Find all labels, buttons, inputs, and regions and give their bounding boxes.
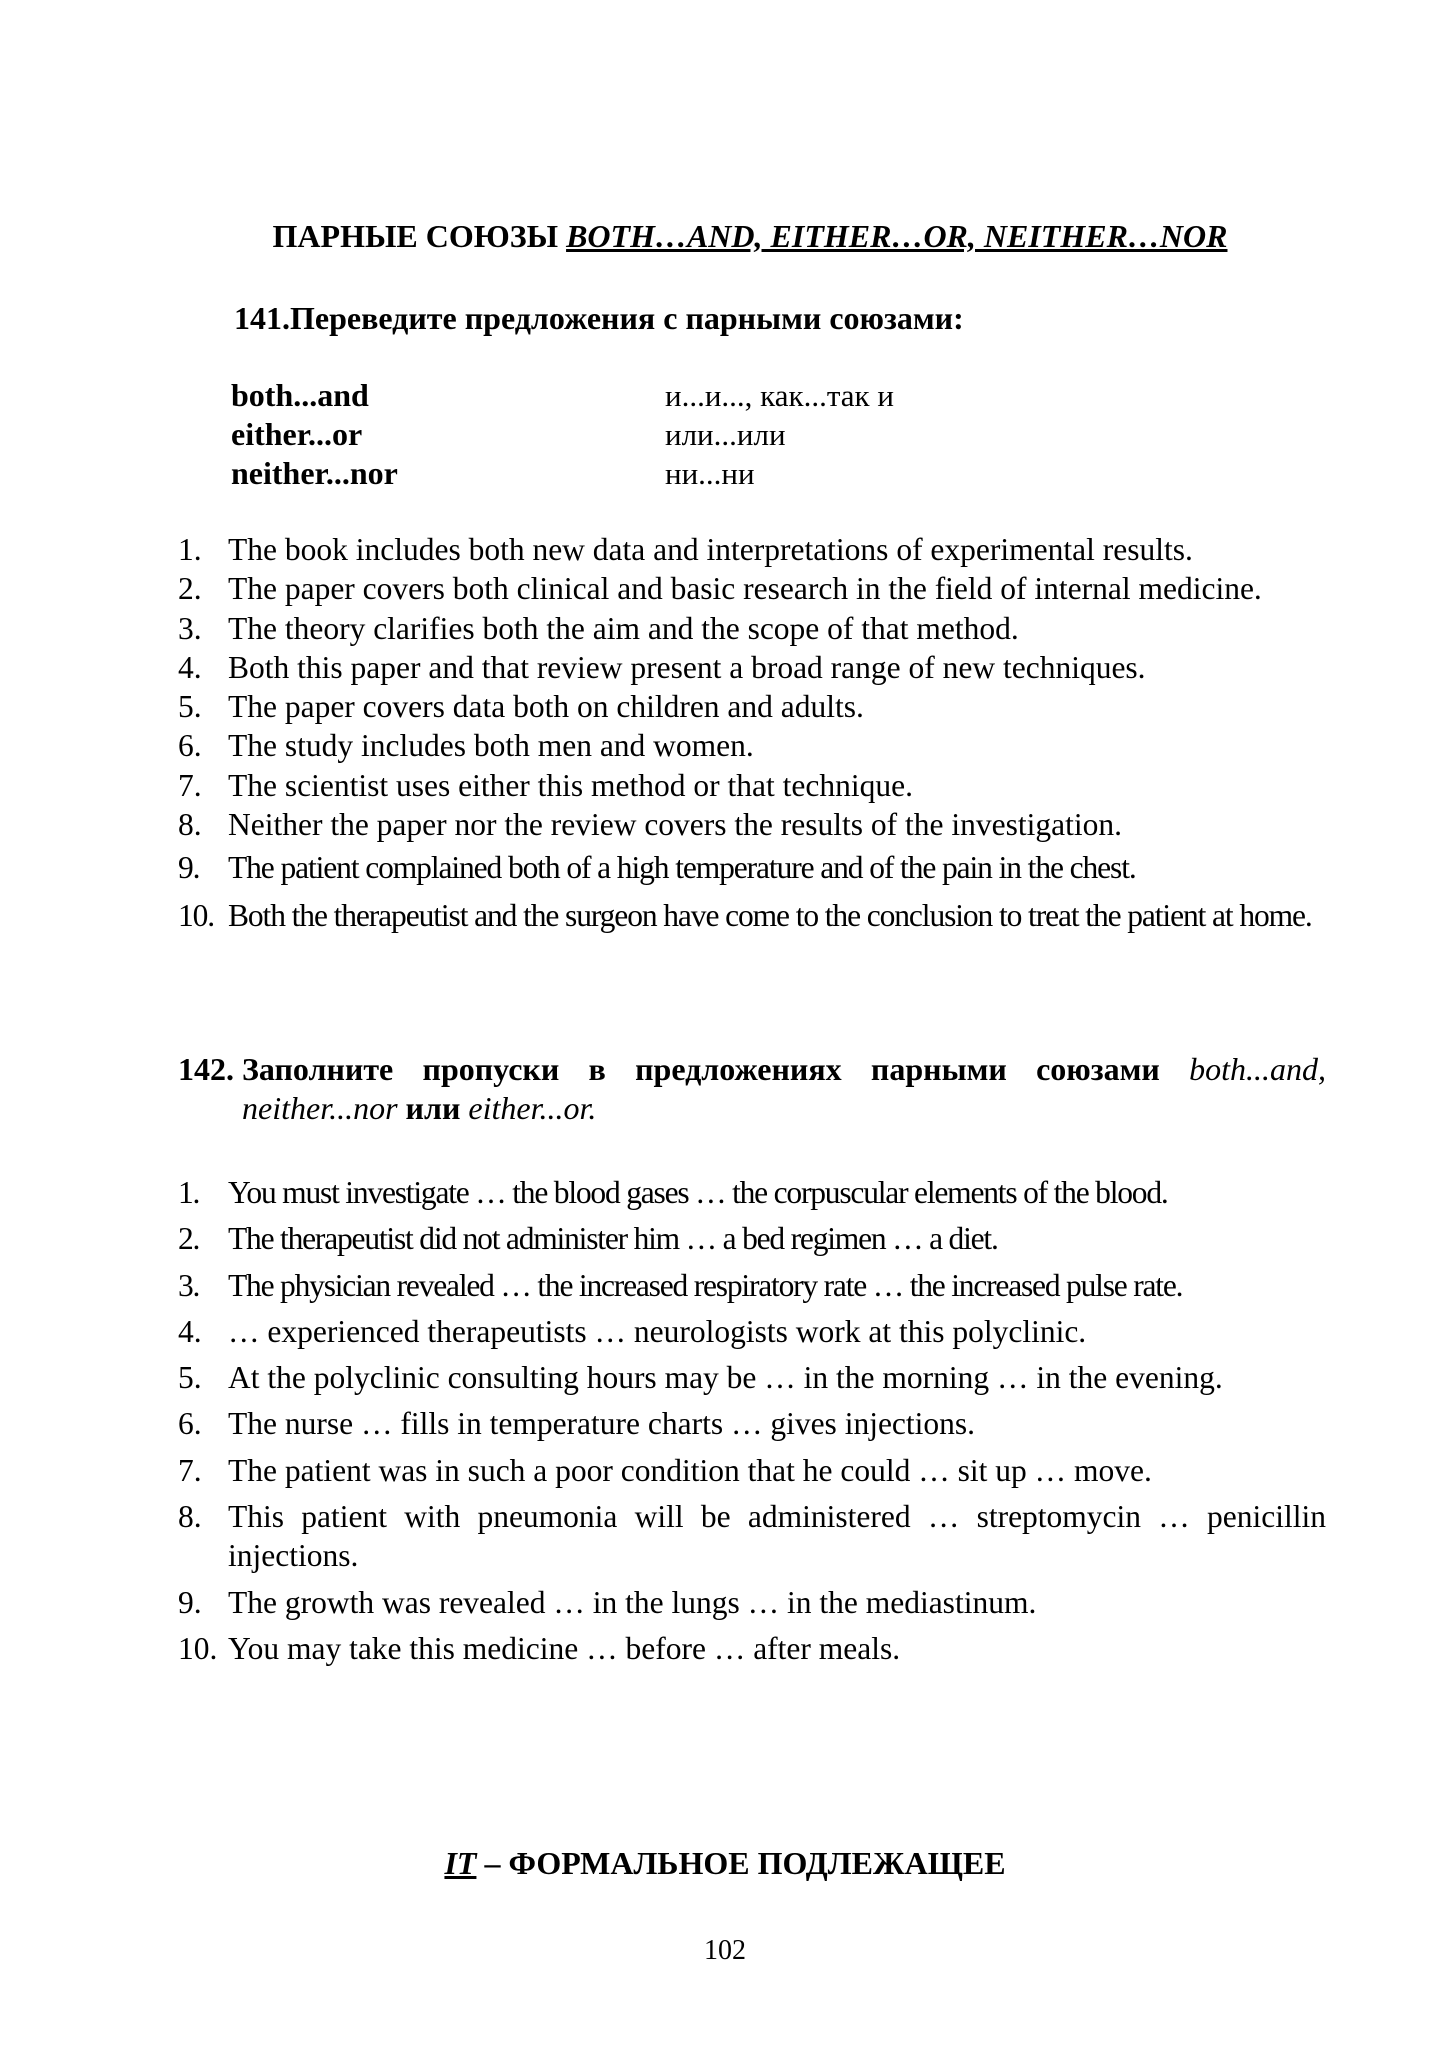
list-item xyxy=(178,1583,1326,1622)
list-item xyxy=(178,530,1326,569)
exercise-142-instruction xyxy=(242,1050,1326,1128)
exercise-142-heading xyxy=(178,1050,1326,1128)
item-text: At the polyclinic consulting hours may be … in the morning … in the evening. xyxy=(228,1360,1223,1396)
item-text: The growth was revealed … in the lungs … in the mediastinum. xyxy=(228,1584,1037,1620)
item-text: The patient was in such a poor condition that he could … sit up … move. xyxy=(228,1452,1152,1488)
list-item xyxy=(178,687,1326,726)
item-text: The study includes both men and women. xyxy=(228,728,754,764)
item-text: The patient complained both of a high temperature and of the pain in the chest. xyxy=(228,850,1136,886)
item-text: Both the therapeutist and the surgeon have come to the conclusion to treat the patient at home. xyxy=(228,898,1312,934)
item-number: 5. xyxy=(178,1360,202,1396)
item-text: The theory clarifies both the aim and the scope of that method. xyxy=(228,610,1019,646)
conjunction-russian: или...или xyxy=(665,417,786,452)
item-text: The paper covers data both on children and adults. xyxy=(228,689,864,725)
item-number: 1. xyxy=(178,532,202,567)
list-item xyxy=(178,844,1326,892)
conjunction-russian: ни...ни xyxy=(665,456,755,491)
item-number: 10. xyxy=(178,1630,218,1666)
item-number: 7. xyxy=(178,1452,202,1488)
item-text: You must investigate … the blood gases … the corpuscular elements of the blood. xyxy=(228,1175,1168,1210)
list-item xyxy=(178,1266,1326,1305)
item-number: 5. xyxy=(178,689,202,725)
section-title-prefix: ПАРНЫЕ СОЮЗЫ xyxy=(272,218,567,254)
list-item xyxy=(178,1219,1326,1258)
section-title-conjunctions: BOTH…AND, EITHER…OR, NEITHER…NOR xyxy=(566,218,1228,254)
item-number: 1. xyxy=(178,1175,200,1210)
item-number: 6. xyxy=(178,1406,202,1442)
conjunction-english: both...and xyxy=(231,377,369,413)
item-number: 4. xyxy=(178,649,202,685)
item-text: The nurse … fills in temperature charts … gives injections. xyxy=(228,1406,976,1442)
list-item xyxy=(178,805,1326,844)
exercise-141-heading: 141.Переведите предложения с парными союзами: xyxy=(234,300,964,336)
list-item xyxy=(178,1312,1326,1351)
item-number: 3. xyxy=(178,610,202,646)
conjunction-row xyxy=(231,376,1031,415)
item-number: 4. xyxy=(178,1313,202,1349)
conjunction-english: either...or xyxy=(231,416,363,452)
item-number: 2. xyxy=(178,1221,200,1257)
item-text: The paper covers both clinical and basic research in the field of internal medicine. xyxy=(228,571,1262,607)
list-item xyxy=(178,648,1326,687)
list-item xyxy=(178,1404,1326,1443)
item-text: The scientist uses either this method or that technique. xyxy=(228,767,913,803)
list-item xyxy=(178,609,1326,648)
list-item xyxy=(178,1358,1326,1397)
conjunction-english: neither...nor xyxy=(231,455,398,491)
list-item xyxy=(178,1173,1326,1212)
item-text: Both this paper and that review present a broad range of new techniques. xyxy=(228,649,1146,685)
item-number: 8. xyxy=(178,1499,202,1535)
conjunction-row xyxy=(231,454,1031,493)
item-text: This patient with pneumonia will be administered … streptomycin … penicillin injections. xyxy=(228,1499,1326,1574)
item-number: 10. xyxy=(178,898,215,934)
instruction-italic: either...or. xyxy=(468,1090,597,1126)
conjunction-row xyxy=(231,415,1031,454)
list-item xyxy=(178,1629,1326,1668)
conjunction-russian: и...и..., как...так и xyxy=(665,378,894,413)
item-text: … experienced therapeutists … neurologists work at this polyclinic. xyxy=(228,1313,1087,1349)
item-text: The therapeutist did not administer him … a bed regimen … a diet. xyxy=(228,1221,998,1257)
section-title-it: IT xyxy=(444,1845,477,1881)
page-number: 102 xyxy=(704,1935,746,1966)
section-title-suffix: – ФОРМАЛЬНОЕ ПОДЛЕЖАЩЕЕ xyxy=(476,1845,1006,1881)
item-number: 6. xyxy=(178,728,202,764)
exercise-141-list xyxy=(178,530,1326,940)
list-item xyxy=(178,569,1326,608)
list-item xyxy=(178,1497,1326,1576)
list-item xyxy=(178,766,1326,805)
section-title-paired-conjunctions xyxy=(0,218,1450,255)
item-text: The physician revealed … the increased respiratory rate … the increased pulse rate. xyxy=(228,1267,1183,1303)
instruction-italic: both...and, neither...nor xyxy=(242,1051,1326,1126)
instruction-bold: или xyxy=(397,1090,469,1126)
item-number: 9. xyxy=(178,850,200,886)
instruction-bold: Заполните пропуски в предложениях парными союзами xyxy=(242,1051,1190,1087)
item-number: 7. xyxy=(178,767,202,803)
item-number: 8. xyxy=(178,807,202,843)
item-number: 2. xyxy=(178,571,202,607)
list-item xyxy=(178,726,1326,765)
item-number: 9. xyxy=(178,1584,202,1620)
section-title-formal-subject xyxy=(0,1845,1450,1882)
item-text: You may take this medicine … before … after meals. xyxy=(228,1630,901,1666)
list-item xyxy=(178,892,1326,940)
conjunction-table xyxy=(231,376,1031,493)
item-number: 3. xyxy=(178,1267,200,1303)
exercise-142-list xyxy=(178,1173,1326,1675)
item-text: The book includes both new data and interpretations of experimental results. xyxy=(228,532,1193,567)
exercise-number: 142. xyxy=(178,1051,234,1087)
list-item xyxy=(178,1451,1326,1490)
item-text: Neither the paper nor the review covers the results of the investigation. xyxy=(228,807,1122,843)
